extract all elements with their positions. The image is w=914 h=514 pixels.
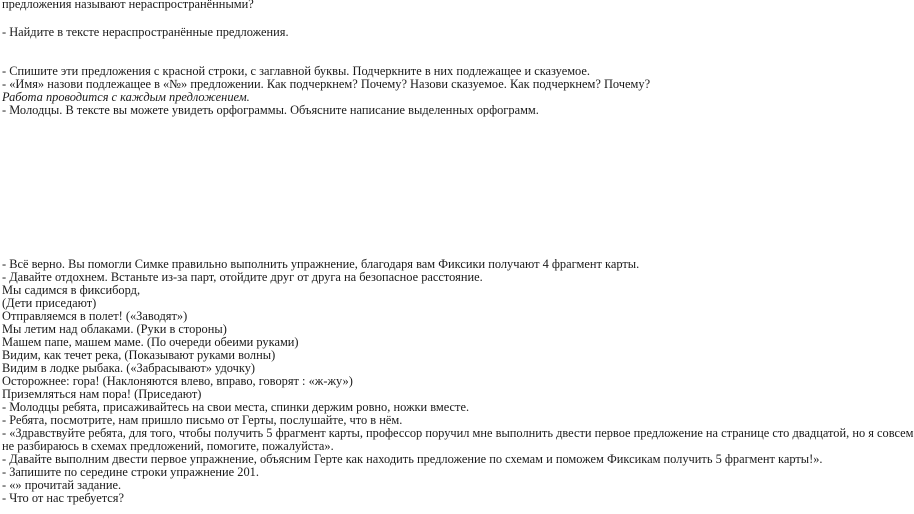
text-line: Мы летим над облаками. (Руки в стороны) xyxy=(2,322,227,336)
text-line: предложения называют нераспространёнными? xyxy=(2,0,254,11)
text-line: - Найдите в тексте нераспространённые предложения. xyxy=(2,25,289,39)
text-line: не разбираюсь в схемах предложений, помогите, пожалуйста». xyxy=(2,439,334,453)
text-line: Видим, как течет река, (Показывают руками волны) xyxy=(2,348,276,362)
text-line: Приземляться нам пора! (Приседают) xyxy=(2,387,202,401)
instruction-note: Работа проводится с каждым предложением. xyxy=(2,90,250,104)
text-line: Мы садимся в фиксиборд, xyxy=(2,283,141,297)
text-line: - «Здравствуйте ребята, для того, чтобы получить 5 фрагмент карты, профессор поручил мне выполнить двести первое предложение на странице сто двадцатой, но я совсем xyxy=(2,426,914,440)
text-line: Машем папе, машем маме. (По очереди обеими руками) xyxy=(2,335,299,349)
text-line: - «» прочитай задание. xyxy=(2,478,122,492)
text-line: - Ребята, посмотрите, нам пришло письмо от Герты, послушайте, что в нём. xyxy=(2,413,403,427)
text-line: - Молодцы ребята, присаживайтесь на свои места, спинки держим ровно, ножки вместе. xyxy=(2,400,470,414)
text-line: - Запишите по середине строки упражнение 201. xyxy=(2,465,259,479)
text-line: Видим в лодке рыбака. («Забрасывают» удочку) xyxy=(2,361,256,375)
text-line: - Всё верно. Вы помогли Симке правильно выполнить упражнение, благодаря вам Фиксики получают 4 фрагмент карты. xyxy=(2,257,640,271)
text-line: - Спишите эти предложения с красной строки, с заглавной буквы. Подчеркните в них подлежащее и сказуемое. xyxy=(2,64,590,78)
text-line: Осторожнее: гора! (Наклоняются влево, вправо, говорят : «ж-жу») xyxy=(2,374,353,388)
text-line: Отправляемся в полет! («Заводят») xyxy=(2,309,188,323)
text-line: - Давайте выполним двести первое упражнение, объясним Герте как находить предложение по схемам и поможем Фиксикам получить 5 фрагмент карты!». xyxy=(2,452,823,466)
text-line: - Давайте отдохнем. Встаньте из-за парт, отойдите друг от друга на безопасное расстояние. xyxy=(2,270,483,284)
text-line: - «Имя» назови подлежащее в «№» предложении. Как подчеркнем? Почему? Назови сказуемое. Как подчеркнем? Почему? xyxy=(2,77,651,91)
text-line: (Дети приседают) xyxy=(2,296,97,310)
text-line: - Что от нас требуется? xyxy=(2,491,124,505)
text-line: - Молодцы. В тексте вы можете увидеть орфограммы. Объясните написание выделенных орфограмм. xyxy=(2,103,539,117)
